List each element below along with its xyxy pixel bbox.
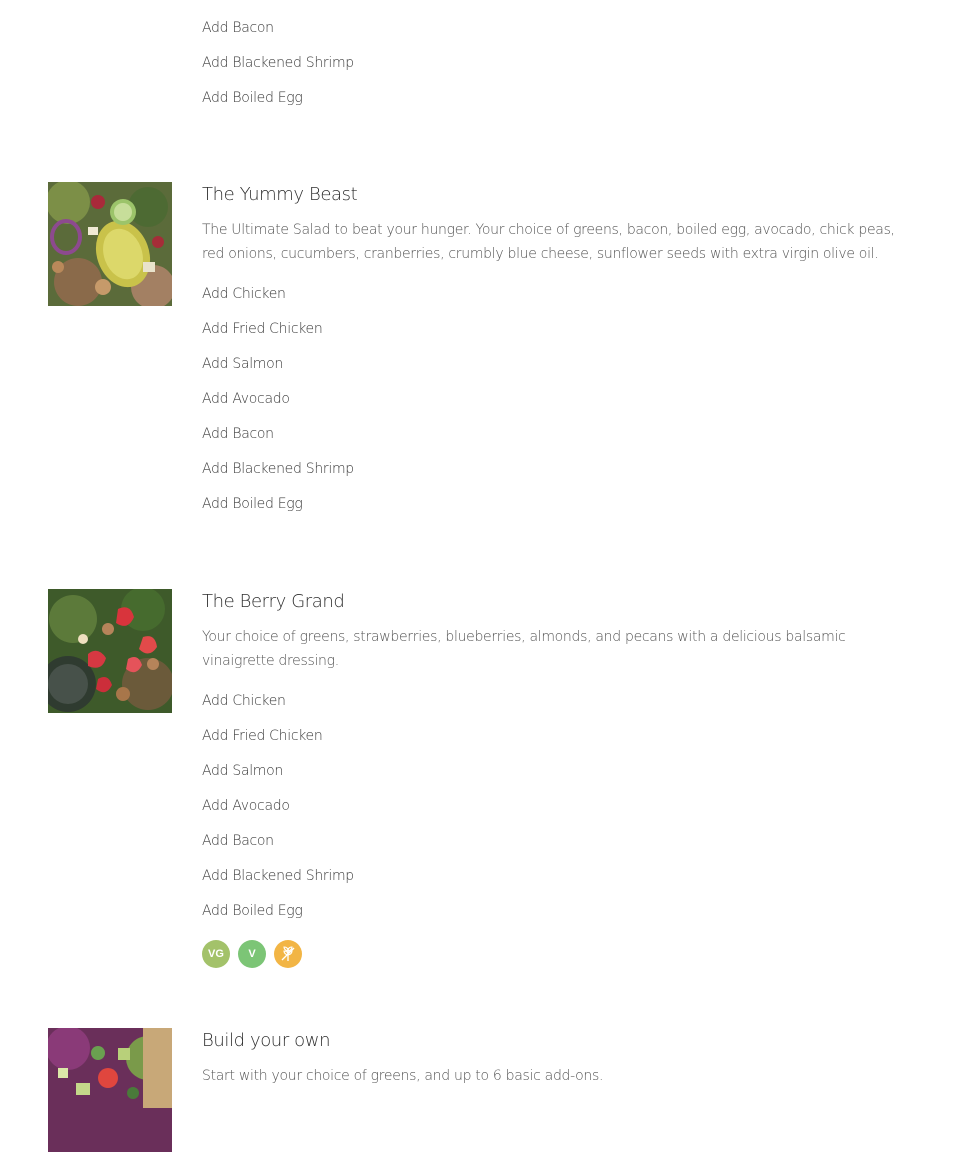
- item-photo[interactable]: [48, 589, 172, 713]
- vegetarian-badge: [238, 940, 266, 968]
- previous-item-addons: [202, 16, 354, 121]
- gluten-free-badge: [274, 940, 302, 968]
- addon-option[interactable]: Add Blackened Shrimp: [202, 461, 354, 477]
- item-title: The Berry Grand: [202, 591, 345, 612]
- addon-option[interactable]: Add Bacon: [202, 833, 274, 849]
- addon-option[interactable]: Add Boiled Egg: [202, 90, 303, 106]
- salad-photo-icon: [48, 1028, 172, 1152]
- addon-option[interactable]: Add Salmon: [202, 763, 283, 779]
- item-description: Start with your choice of greens, and up to 6 basic add-ons.: [202, 1068, 604, 1084]
- addon-option[interactable]: Add Avocado: [202, 798, 290, 814]
- addon-option[interactable]: Add Fried Chicken: [202, 321, 323, 337]
- badge-label: V: [248, 948, 256, 960]
- vegan-badge: [202, 940, 230, 968]
- salad-photo-icon: [48, 589, 172, 713]
- item-description: The Ultimate Salad to beat your hunger. Your choice of greens, bacon, boiled egg, avocado, chick peas, red onions, cucumbers, cranberries, crumbly blue cheese, sunflower seeds with extra virgin olive oil.: [202, 222, 895, 262]
- addon-option[interactable]: Add Bacon: [202, 426, 274, 442]
- badge-label: VG: [208, 948, 224, 960]
- addon-list: [202, 689, 902, 934]
- item-photo[interactable]: [48, 182, 172, 306]
- addon-option[interactable]: Add Boiled Egg: [202, 903, 303, 919]
- dietary-badges: [202, 940, 902, 968]
- addon-option[interactable]: Add Boiled Egg: [202, 496, 303, 512]
- addon-option[interactable]: Add Bacon: [202, 20, 274, 36]
- wheat-icon: [279, 945, 297, 963]
- item-photo[interactable]: [48, 1028, 172, 1152]
- addon-list: [202, 282, 902, 527]
- addon-option[interactable]: Add Fried Chicken: [202, 728, 323, 744]
- addon-option[interactable]: Add Avocado: [202, 391, 290, 407]
- addon-option[interactable]: Add Blackened Shrimp: [202, 868, 354, 884]
- addon-option[interactable]: Add Salmon: [202, 356, 283, 372]
- item-description: Your choice of greens, strawberries, blueberries, almonds, and pecans with a delicious balsamic vinaigrette dressing.: [202, 629, 846, 669]
- addon-option[interactable]: Add Chicken: [202, 693, 286, 709]
- item-title: Build your own: [202, 1030, 331, 1051]
- addon-option[interactable]: Add Blackened Shrimp: [202, 55, 354, 71]
- item-title: The Yummy Beast: [202, 184, 358, 205]
- addon-option[interactable]: Add Chicken: [202, 286, 286, 302]
- salad-photo-icon: [48, 182, 172, 306]
